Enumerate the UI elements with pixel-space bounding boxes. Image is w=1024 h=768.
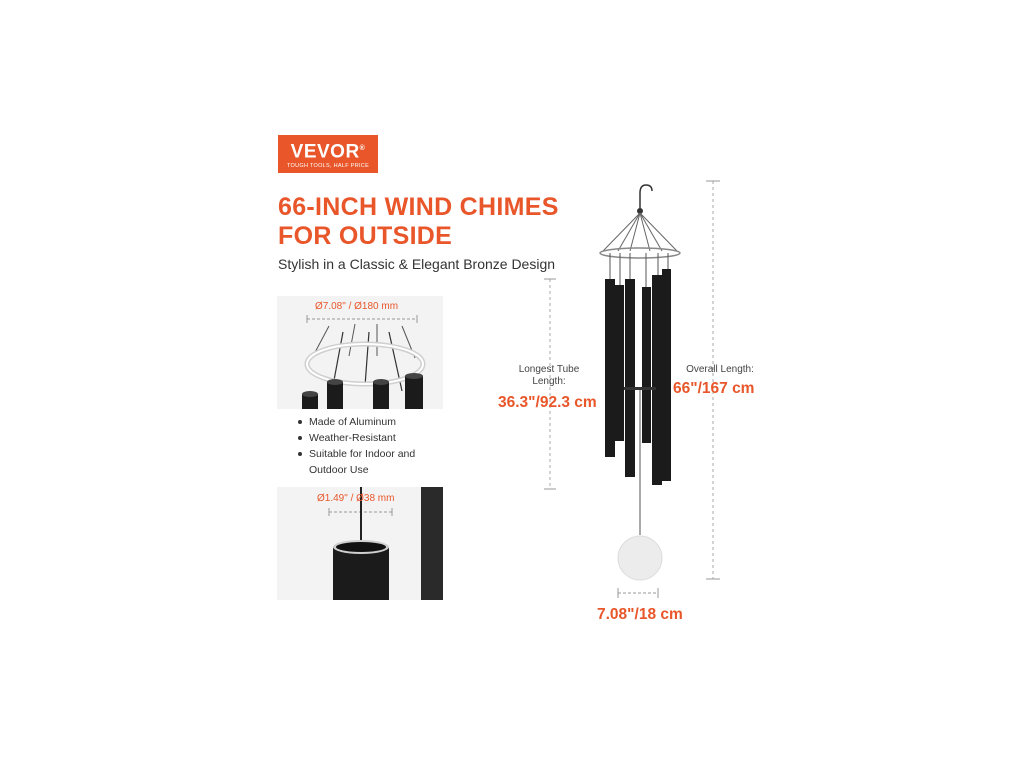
headline-line-2: FOR OUTSIDE bbox=[278, 222, 453, 250]
headline-line-1: 66-INCH WIND CHIMES bbox=[278, 193, 559, 221]
product-subheadline: Stylish in a Classic & Elegant Bronze Design bbox=[278, 256, 556, 272]
top-ring-illustration bbox=[277, 296, 443, 409]
tube-diameter-label: Ø1.49" / Ø38 mm bbox=[317, 493, 395, 504]
feature-list bbox=[298, 414, 448, 478]
longest-tube-value: 36.3"/92.3 cm bbox=[498, 394, 597, 411]
overall-length-value: 66"/167 cm bbox=[673, 380, 755, 397]
brand-tagline: TOUGH TOOLS, HALF PRICE bbox=[286, 163, 370, 170]
brand-name: VEVOR® bbox=[290, 141, 366, 163]
feature-item: Made of Aluminum bbox=[298, 414, 448, 430]
sail-width-value: 7.08"/18 cm bbox=[597, 606, 683, 623]
feature-item: Suitable for Indoor and Outdoor Use bbox=[298, 446, 448, 478]
top-ring-detail-panel bbox=[277, 296, 443, 409]
overall-length-caption: Overall Length: bbox=[686, 364, 754, 375]
tube-detail-panel bbox=[277, 487, 443, 600]
registered-mark: ® bbox=[359, 145, 366, 152]
top-ring-diameter-label: Ø7.08" / Ø180 mm bbox=[315, 301, 399, 312]
feature-item: Weather-Resistant bbox=[298, 430, 448, 446]
brand-logo bbox=[278, 135, 378, 173]
longest-tube-caption: Longest Tube Length: bbox=[518, 364, 580, 387]
